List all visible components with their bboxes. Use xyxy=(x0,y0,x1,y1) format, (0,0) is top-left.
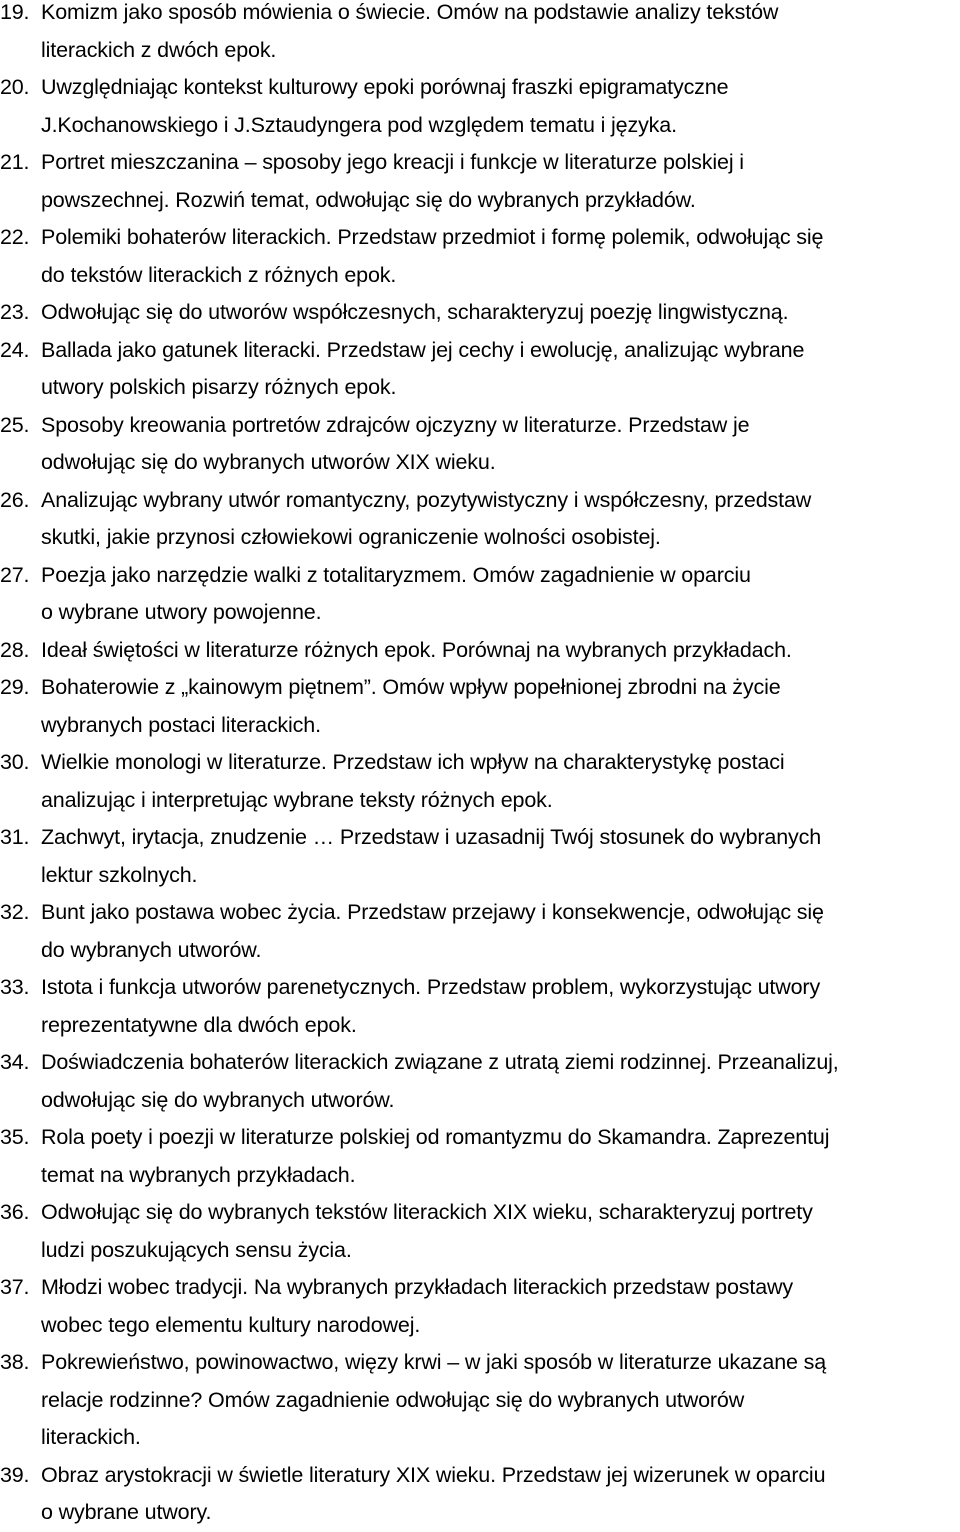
topic-text-line: Analizując wybrany utwór romantyczny, pozytywistyczny i współczesny, przedstaw xyxy=(41,487,812,512)
topic-text-line: Młodzi wobec tradycji. Na wybranych przykładach literackich przedstaw postawy xyxy=(41,1275,794,1299)
topic-text-line: Bunt jako postawa wobec życia. Przedstaw przejawy i konsekwencje, odwołując się xyxy=(41,900,824,924)
topic-text-line: Pokrewieństwo, powinowactwo, więzy krwi – w jaki sposób w literaturze ukazane są xyxy=(41,1350,827,1374)
topic-text-line: Bohaterowie z „kainowym piętnem”. Omów wpływ popełnionej zbrodni na życie xyxy=(41,675,781,699)
topic-text-line: wobec tego elementu kultury narodowej. xyxy=(41,1312,421,1337)
topic-item xyxy=(0,407,960,482)
topic-text-line: lektur szkolnych. xyxy=(41,862,198,887)
topic-text-line: Doświadczenia bohaterów literackich związane z utratą ziemi rodzinnej. Przeanalizuj, xyxy=(41,1050,839,1074)
topic-item xyxy=(0,557,960,632)
topic-number: 19. xyxy=(0,0,30,24)
topic-number: 24. xyxy=(0,337,30,362)
topic-text-line: Portret mieszczanina – sposoby jego kreacji i funkcje w literaturze polskiej i xyxy=(41,150,744,174)
topic-item xyxy=(0,1119,960,1194)
topic-number: 23. xyxy=(0,300,30,324)
topic-text xyxy=(41,1119,960,1194)
topic-number: 33. xyxy=(0,975,30,999)
topic-text xyxy=(41,557,960,632)
topic-item xyxy=(0,332,960,407)
topic-item xyxy=(0,69,960,144)
topic-item xyxy=(0,1044,960,1119)
topic-item xyxy=(0,969,960,1044)
topic-number: 22. xyxy=(0,225,30,249)
topic-text-line: o wybrane utwory powojenne. xyxy=(41,600,322,624)
topic-item xyxy=(0,294,960,332)
topic-number: 20. xyxy=(0,75,30,99)
topic-item xyxy=(0,894,960,969)
topic-text-line: analizując i interpretując wybrane teksty różnych epok. xyxy=(41,787,553,812)
topic-number: 35. xyxy=(0,1125,30,1149)
topic-item xyxy=(0,1194,960,1269)
topic-text xyxy=(41,0,960,69)
topic-text xyxy=(41,894,960,969)
topic-text xyxy=(41,1457,960,1532)
topic-item xyxy=(0,744,960,819)
topic-text-line: literackich. xyxy=(41,1425,141,1449)
topic-text-line: o wybrane utwory. xyxy=(41,1500,212,1524)
topic-text-line: Zachwyt, irytacja, znudzenie … Przedstaw i uzasadnij Twój stosunek do wybranych xyxy=(41,825,822,849)
topic-text-line: Odwołując się do wybranych tekstów literackich XIX wieku, scharakteryzuj portrety xyxy=(41,1200,813,1224)
topic-number: 31. xyxy=(0,825,30,849)
topic-number: 36. xyxy=(0,1200,30,1224)
topic-item xyxy=(0,669,960,744)
topic-text-line: Sposoby kreowania portretów zdrajców ojczyzny w literaturze. Przedstaw je xyxy=(41,412,750,437)
topic-text-line: skutki, jakie przynosi człowiekowi ograniczenie wolności osobistej. xyxy=(41,525,661,549)
topic-number: 39. xyxy=(0,1462,30,1487)
topic-text-line: Ideał świętości w literaturze różnych epok. Porównaj na wybranych przykładach. xyxy=(41,637,792,662)
topic-text xyxy=(41,1269,960,1344)
topic-text-line: odwołując się do wybranych utworów. xyxy=(41,1087,395,1112)
topic-text xyxy=(41,969,960,1044)
topic-item xyxy=(0,219,960,294)
topic-item xyxy=(0,819,960,894)
topic-text-line: Komizm jako sposób mówienia o świecie. Omów na podstawie analizy tekstów xyxy=(41,0,779,24)
topic-text xyxy=(41,69,960,144)
topic-item xyxy=(0,1344,960,1457)
topic-number: 37. xyxy=(0,1275,30,1299)
topic-number: 21. xyxy=(0,150,30,174)
topic-text xyxy=(41,294,960,332)
topic-item xyxy=(0,632,960,670)
topic-number: 28. xyxy=(0,637,30,662)
topic-text-line: reprezentatywne dla dwóch epok. xyxy=(41,1012,357,1037)
topic-number: 30. xyxy=(0,750,30,774)
topic-text-line: utwory polskich pisarzy różnych epok. xyxy=(41,375,397,399)
topic-text-line: Uwzględniając kontekst kulturowy epoki porównaj fraszki epigramatyczne xyxy=(41,75,729,99)
topic-text-line: Odwołując się do utworów współczesnych, scharakteryzuj poezję lingwistyczną. xyxy=(41,300,789,324)
topic-text xyxy=(41,819,960,894)
topic-text xyxy=(41,632,960,670)
topic-text-line: ludzi poszukujących sensu życia. xyxy=(41,1237,352,1262)
topic-number: 25. xyxy=(0,412,30,437)
topic-text-line: do wybranych utworów. xyxy=(41,937,262,962)
topic-text-line: Ballada jako gatunek literacki. Przedstaw jej cechy i ewolucję, analizując wybrane xyxy=(41,337,805,362)
topic-text-line: do tekstów literackich z różnych epok. xyxy=(41,262,397,287)
topic-text-line: Obraz arystokracji w świetle literatury XIX wieku. Przedstaw jej wizerunek w oparciu xyxy=(41,1462,826,1487)
topic-text xyxy=(41,219,960,294)
topic-text xyxy=(41,407,960,482)
topic-text xyxy=(41,1194,960,1269)
topic-item xyxy=(0,482,960,557)
topic-text-line: wybranych postaci literackich. xyxy=(41,712,321,737)
topic-text xyxy=(41,332,960,407)
topic-number: 32. xyxy=(0,900,30,924)
topic-text xyxy=(41,1044,960,1119)
topic-item xyxy=(0,0,960,69)
topic-text-line: Polemiki bohaterów literackich. Przedstaw przedmiot i formę polemik, odwołując się xyxy=(41,225,824,249)
topic-item xyxy=(0,1269,960,1344)
topic-item xyxy=(0,1457,960,1532)
topic-number: 29. xyxy=(0,675,30,699)
topic-text-line: Rola poety i poezji w literaturze polskiej od romantyzmu do Skamandra. Zaprezentuj xyxy=(41,1125,830,1149)
topic-text-line: odwołując się do wybranych utworów XIX wieku. xyxy=(41,450,496,474)
topic-text-line: literackich z dwóch epok. xyxy=(41,37,277,62)
topic-text-line: temat na wybranych przykładach. xyxy=(41,1162,356,1187)
topic-text-line: relacje rodzinne? Omów zagadnienie odwołując się do wybranych utworów xyxy=(41,1387,745,1412)
topic-number: 26. xyxy=(0,487,30,512)
topic-number: 38. xyxy=(0,1350,30,1374)
topic-text xyxy=(41,144,960,219)
topic-text xyxy=(41,744,960,819)
topic-number: 34. xyxy=(0,1050,30,1074)
topic-text-line: Istota i funkcja utworów parenetycznych. Przedstaw problem, wykorzystując utwory xyxy=(41,975,821,999)
topic-text-line: powszechnej. Rozwiń temat, odwołując się do wybranych przykładów. xyxy=(41,187,696,212)
topic-text-line: J.Kochanowskiego i J.Sztaudyngera pod względem tematu i języka. xyxy=(41,112,677,137)
topic-text-line: Poezja jako narzędzie walki z totalitaryzmem. Omów zagadnienie w oparciu xyxy=(41,562,751,587)
topic-text xyxy=(41,482,960,557)
topic-text-line: Wielkie monologi w literaturze. Przedstaw ich wpływ na charakterystykę postaci xyxy=(41,750,785,774)
topic-text xyxy=(41,1344,960,1457)
topic-number: 27. xyxy=(0,562,30,587)
topic-item xyxy=(0,144,960,219)
topic-text xyxy=(41,669,960,744)
